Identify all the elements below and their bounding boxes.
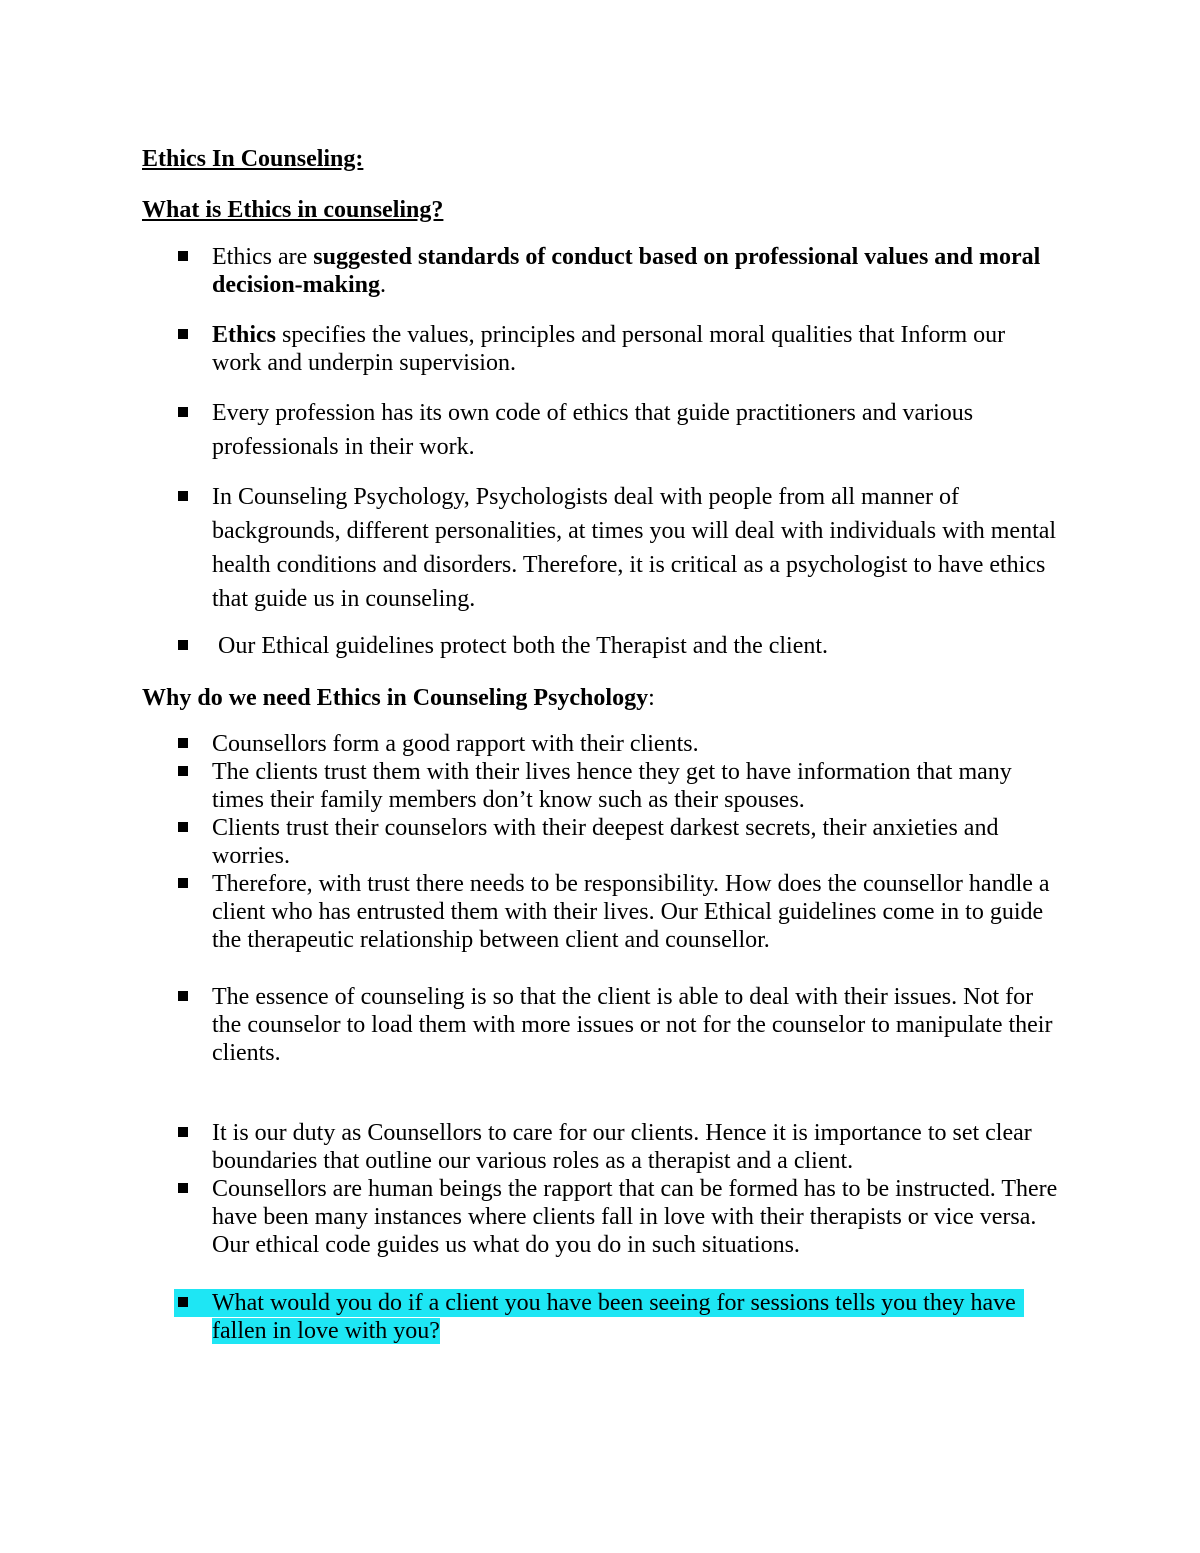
square-bullet-icon bbox=[178, 1127, 188, 1137]
list-item: Clients trust their counselors with their deepest darkest secrets, their anxieties and worries. bbox=[178, 814, 1058, 870]
list-item: In Counseling Psychology, Psychologists deal with people from all manner of backgrounds, different personalities, at times you will deal with individuals with mental health conditions and disorders. Therefore, it is critical as a psychologist to have ethics that guide us in counseling. bbox=[178, 480, 1058, 616]
square-bullet-icon bbox=[178, 1297, 188, 1307]
square-bullet-icon bbox=[178, 822, 188, 832]
square-bullet-icon bbox=[178, 491, 188, 501]
list-item: It is our duty as Counsellors to care for our clients. Hence it is importance to set clear boundaries that outline our various roles as a therapist and a client. bbox=[178, 1119, 1058, 1175]
list-item: Ethics are suggested standards of conduct based on professional values and moral decision-making. bbox=[178, 243, 1058, 299]
square-bullet-icon bbox=[178, 878, 188, 888]
square-bullet-icon bbox=[178, 766, 188, 776]
list-item: Our Ethical guidelines protect both the Therapist and the client. bbox=[178, 632, 1058, 660]
square-bullet-icon bbox=[178, 1183, 188, 1193]
square-bullet-icon bbox=[178, 640, 188, 650]
section-heading-why-ethics: Why do we need Ethics in Counseling Psychology: bbox=[142, 685, 655, 711]
square-bullet-icon bbox=[178, 329, 188, 339]
list-item: Counsellors form a good rapport with their clients. bbox=[178, 730, 1058, 758]
list-item: The clients trust them with their lives hence they get to have information that many times their family members don’t know such as their spouses. bbox=[178, 758, 1058, 814]
section-heading-what-is-ethics: What is Ethics in counseling? bbox=[142, 197, 444, 223]
list-item: The essence of counseling is so that the client is able to deal with their issues. Not for the counselor to load them with more issues or not for the counselor to manipulate their clients. bbox=[178, 983, 1058, 1067]
list-item: Ethics specifies the values, principles and personal moral qualities that Inform our work and underpin supervision. bbox=[178, 321, 1058, 377]
list-item: Therefore, with trust there needs to be responsibility. How does the counsellor handle a client who has entrusted them with their lives. Our Ethical guidelines come in to guide the therapeutic relationship between client and counsellor. bbox=[178, 870, 1058, 954]
square-bullet-icon bbox=[178, 251, 188, 261]
square-bullet-icon bbox=[178, 991, 188, 1001]
list-item: Counsellors are human beings the rapport that can be formed has to be instructed. There have been many instances where clients fall in love with their therapists or vice versa. Our ethical code guides us what do you do in such situations. bbox=[178, 1175, 1058, 1259]
square-bullet-icon bbox=[178, 738, 188, 748]
square-bullet-icon bbox=[178, 407, 188, 417]
document-title: Ethics In Counseling: bbox=[142, 146, 364, 172]
list-item-highlighted: What would you do if a client you have been seeing for sessions tells you they have fallen in love with you? bbox=[178, 1289, 1058, 1345]
list-item: Every profession has its own code of ethics that guide practitioners and various professionals in their work. bbox=[178, 396, 1058, 464]
